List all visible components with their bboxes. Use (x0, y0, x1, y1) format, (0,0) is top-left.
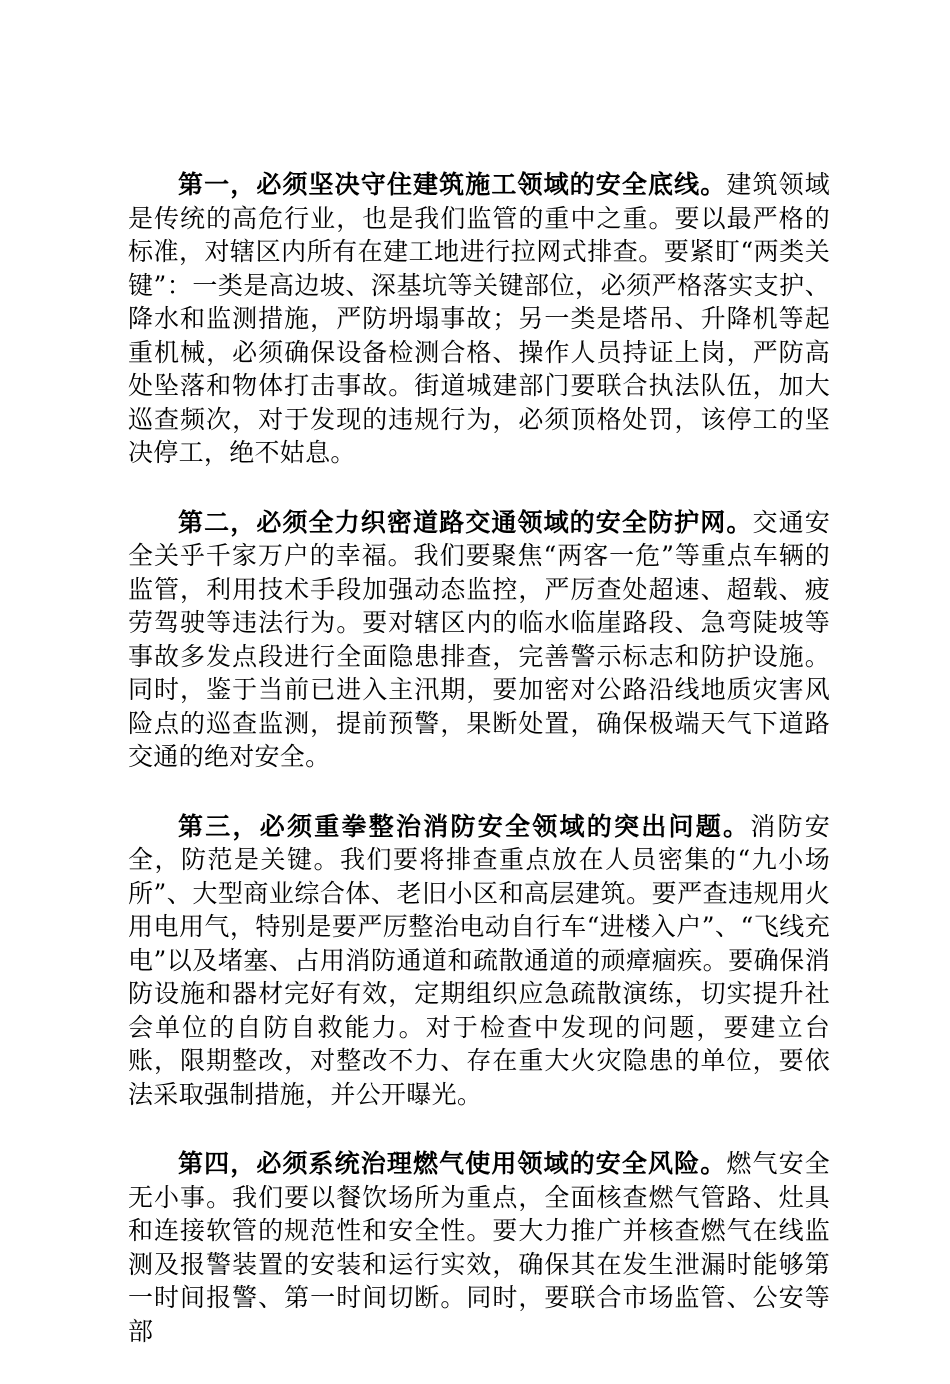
paragraph-2-text: 交通安全关乎千家万户的幸福。我们要聚焦“两客一危”等重点车辆的监管，利用技术手段加强动态监控，严厉查处超速、超载、疲劳驾驶等违法行为。要对辖区内的临水临崖路段、急弯陡坡等事故多发点段进行全面隐患排查，完善警示标志和防护设施。同时，鉴于当前已进入主汛期，要加密对公路沿线地质灾害风险点的巡查监测，提前预警，果断处置，确保极端天气下道路交通的绝对安全。 (128, 507, 830, 771)
paragraph-3-heading: 第三，必须重拳整治消防安全领域的突出问题。 (178, 811, 751, 841)
paragraph-2-heading: 第二，必须全力织密道路交通领域的安全防护网。 (178, 507, 753, 537)
paragraph-3-text: 消防安全，防范是关键。我们要将排查重点放在人员密集的“九小场所”、大型商业综合体、老旧小区和高层建筑。要严查违规用火用电用气，特别是要严厉整治电动自行车“进楼入户”、“飞线充电”以及堵塞、占用消防通道和疏散通道的顽瘴痼疾。要确保消防设施和器材完好有效，定期组织应急疏散演练，切实提升社会单位的自防自救能力。对于检查中发现的问题，要建立台账，限期整改，对整改不力、存在重大火灾隐患的单位，要依法采取强制措施，并公开曝光。 (128, 811, 830, 1109)
paragraph-2 (128, 506, 830, 774)
paragraph-4-heading: 第四，必须系统治理燃气使用领域的安全风险。 (178, 1149, 727, 1178)
document-body (128, 168, 830, 1384)
paragraph-4-text: 燃气安全无小事。我们要以餐饮场所为重点，全面核查燃气管路、灶具和连接软管的规范性和安全性。要大力推广并核查燃气在线监测及报警装置的安装和运行实效，确保其在发生泄漏时能够第一时间报警、第一时间切断。同时，要联合市场监管、公安等部 (128, 1149, 830, 1346)
paragraph-1 (128, 168, 830, 470)
paragraph-4 (128, 1147, 830, 1348)
paragraph-1-heading: 第一，必须坚决守住建筑施工领域的安全底线。 (178, 170, 727, 199)
paragraph-1-text: 建筑领域是传统的高危行业，也是我们监管的重中之重。要以最严格的标准，对辖区内所有在建工地进行拉网式排查。要紧盯“两类关键”：一类是高边坡、深基坑等关键部位，必须严格落实支护、降水和监测措施，严防坍塌事故；另一类是塔吊、升降机等起重机械，必须确保设备检测合格、操作人员持证上岗，严防高处坠落和物体打击事故。街道城建部门要联合执法队伍，加大巡查频次，对于发现的违规行为，必须顶格处罚，该停工的坚决停工，绝不姑息。 (128, 170, 830, 467)
paragraph-3 (128, 810, 830, 1112)
